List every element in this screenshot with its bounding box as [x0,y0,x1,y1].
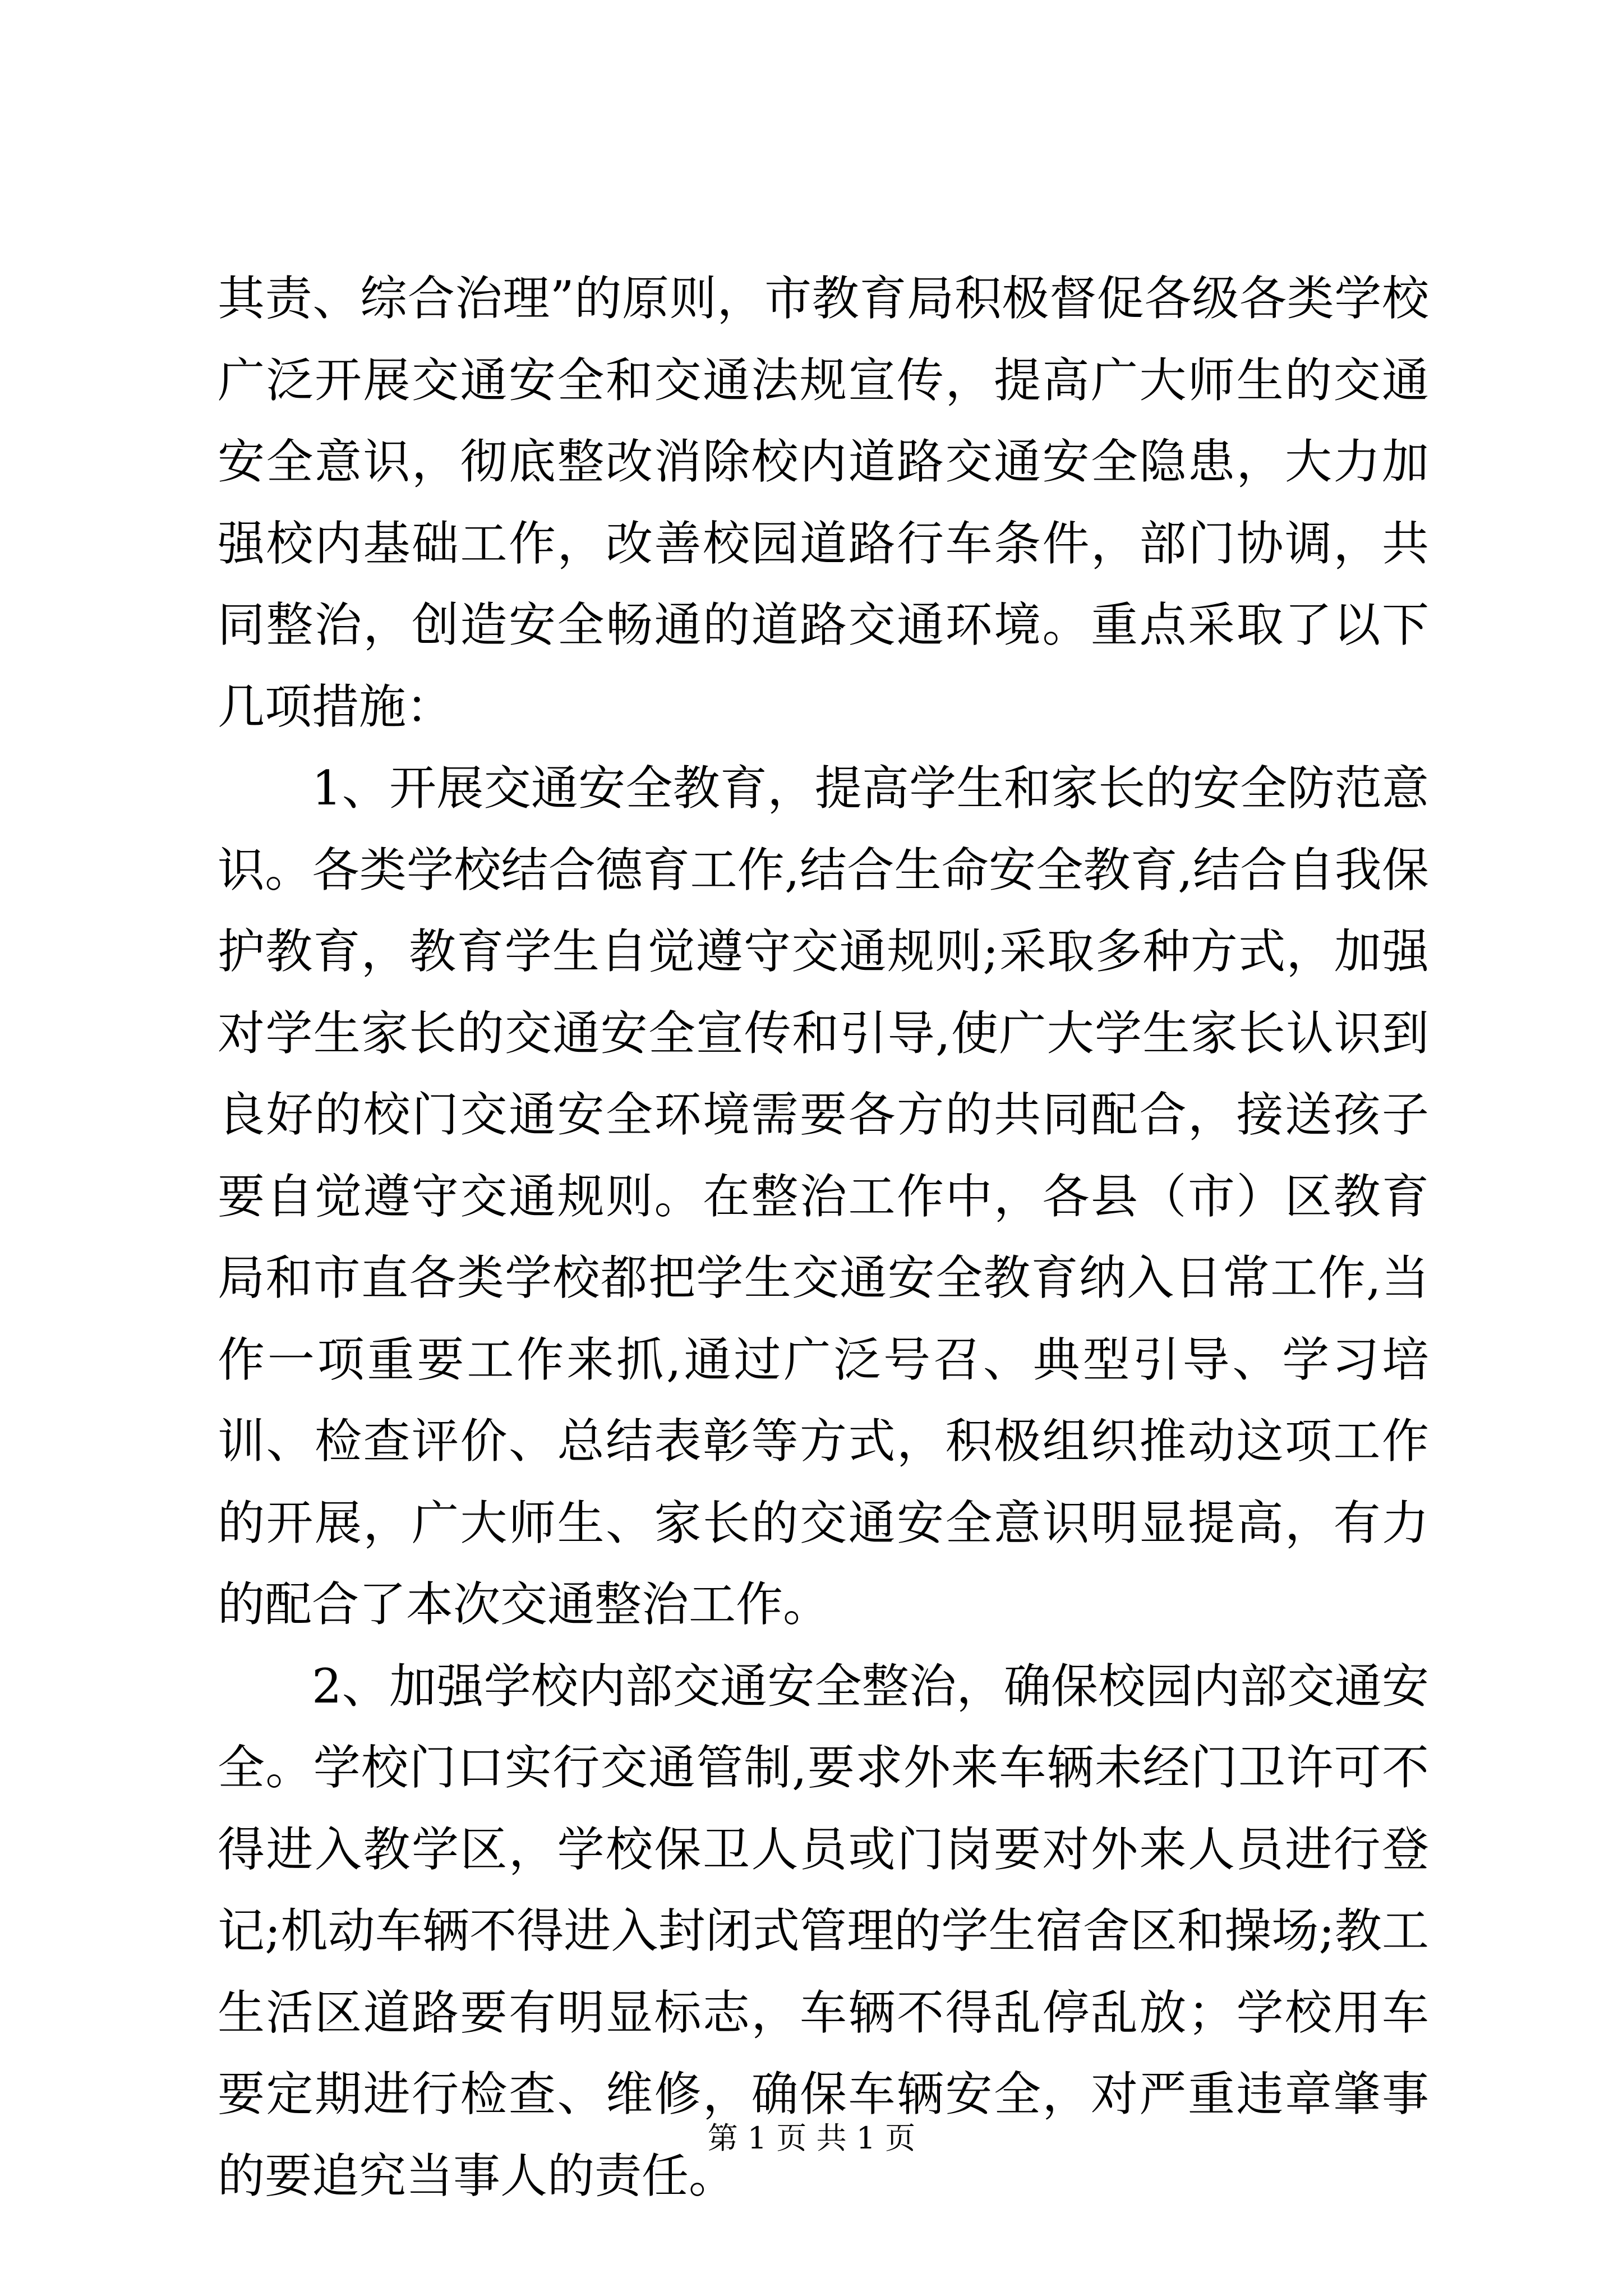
document-body [218,258,1429,2217]
paragraph-item-2: 2、加强学校内部交通安全整治，确保校园内部交通安全。学校门口实行交通管制,要求外来车辆未经门卫许可不得进入教学区，学校保卫人员或门岗要对外来人员进行登记;机动车辆不得进入封闭式管理的学生宿舍区和操场;教工生活区道路要有明显标志，车辆不得乱停乱放；学校用车要定期进行检查、维修，确保车辆安全，对严重违章肇事的要追究当事人的责任。 [218,1658,1429,2203]
page-footer: 第 1 页 共 1 页 [707,2120,916,2156]
paragraph-intro: 其责、综合治理”的原则，市教育局积极督促各级各类学校广泛开展交通安全和交通法规宣传，提高广大师生的交通安全意识，彻底整改消除校内道路交通安全隐患，大力加强校内基础工作，改善校园道路行车条件，部门协调，共同整治，创造安全畅通的道路交通环境。重点采取了以下几项措施： [218,271,1429,734]
paragraph-item-1: 1、开展交通安全教育，提高学生和家长的安全防范意识。各类学校结合德育工作,结合生命安全教育,结合自我保护教育，教育学生自觉遵守交通规则;采取多种方式，加强对学生家长的交通安全宣传和引导,使广大学生家长认识到良好的校门交通安全环境需要各方的共同配合，接送孩子要自觉遵守交通规则。在整治工作中，各县（市）区教育局和市直各类学校都把学生交通安全教育纳入日常工作,当作一项重要工作来抓,通过广泛号召、典型引导、学习培训、检查评价、总结表彰等方式，积极组织推动这项工作的开展，广大师生、家长的交通安全意识明显提高，有力的配合了本次交通整治工作。 [218,761,1429,1632]
